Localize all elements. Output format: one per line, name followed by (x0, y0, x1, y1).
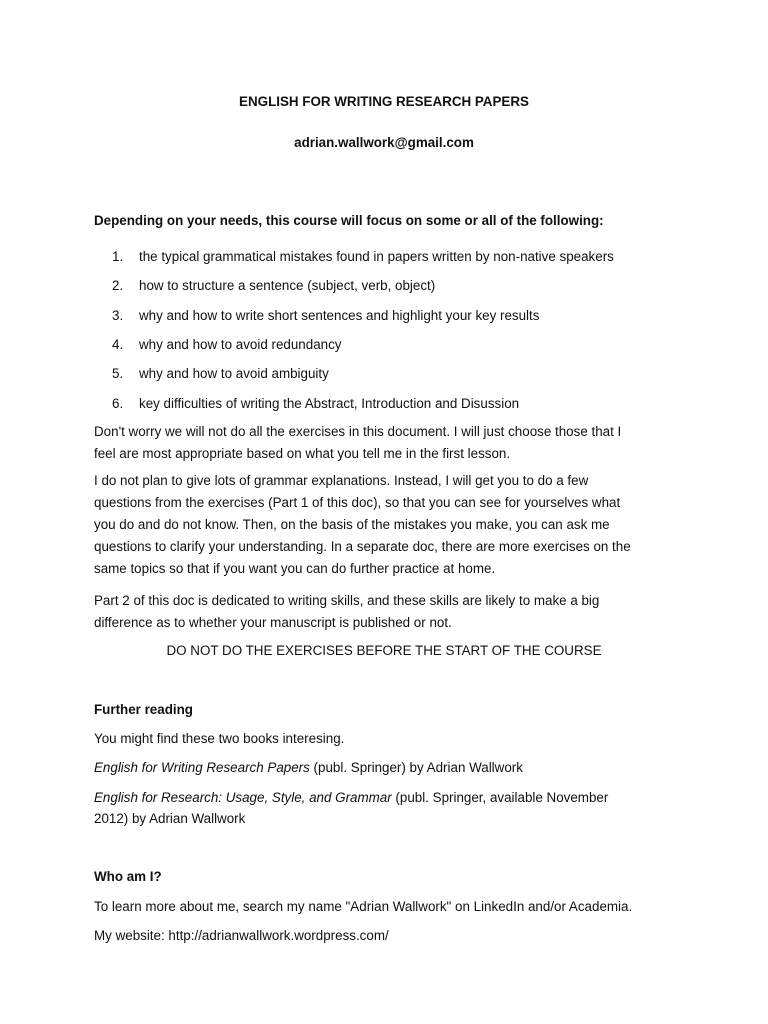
course-warning: DO NOT DO THE EXERCISES BEFORE THE START OF THE COURSE (166, 643, 602, 658)
paragraph-line: questions to clarify your understanding. In a separate doc, there are more exercises on the (94, 539, 631, 554)
paragraph-line: questions from the exercises (Part 1 of this doc), so that you can see for yourselves what (94, 495, 621, 510)
further-reading-heading: Further reading (94, 702, 193, 717)
list-item-number: 3. (112, 308, 124, 323)
list-item-number: 6. (112, 396, 124, 411)
document-title: ENGLISH FOR WRITING RESEARCH PAPERS (239, 94, 529, 109)
website-text: My website: http://adrianwallwork.wordpress.com/ (94, 928, 389, 943)
paragraph-line: same topics so that if you want you can do further practice at home. (94, 561, 496, 576)
list-item-text: why and how to avoid redundancy (139, 337, 342, 352)
paragraph-line: feel are most appropriate based on what you tell me in the first lesson. (94, 446, 511, 461)
paragraph-line: I do not plan to give lots of grammar explanations. Instead, I will get you to do a few (94, 473, 589, 488)
list-item-number: 5. (112, 366, 124, 381)
list-item-text: why and how to write short sentences and highlight your key results (139, 308, 540, 323)
paragraph-line: difference as to whether your manuscript is published or not. (94, 615, 452, 630)
book-details: (publ. Springer, available November (391, 790, 609, 805)
focus-heading: Depending on your needs, this course will focus on some or all of the following: (94, 213, 604, 228)
list-item-number: 2. (112, 278, 124, 293)
paragraph-grammar-plan (94, 470, 674, 580)
list-item-text: key difficulties of writing the Abstract, Introduction and Disussion (139, 396, 520, 411)
list-item-text: how to structure a sentence (subject, verb, object) (139, 278, 436, 293)
list-item-text: why and how to avoid ambiguity (139, 366, 329, 381)
list-item-number: 1. (112, 249, 124, 264)
book-details: (publ. Springer) by Adrian Wallwork (309, 760, 523, 775)
paragraph-writing-skills (94, 590, 674, 634)
paragraph-line: Don't worry we will not do all the exercises in this document. I will just choose those that I (94, 424, 622, 439)
who-am-i-heading: Who am I? (94, 869, 162, 884)
book-reference (94, 790, 608, 806)
paragraph-line: you do and do not know. Then, on the basis of the mistakes you make, you can ask me (94, 517, 610, 532)
author-email: adrian.wallwork@gmail.com (294, 135, 474, 150)
further-reading-intro: You might find these two books interesing. (94, 731, 345, 746)
book-title: English for Writing Research Papers (94, 760, 310, 775)
paragraph-exercises-note (94, 421, 674, 465)
list-item-text: the typical grammatical mistakes found in papers written by non-native speakers (139, 249, 614, 264)
paragraph-line: Part 2 of this doc is dedicated to writing skills, and these skills are likely to make a big (94, 593, 600, 608)
book-reference (94, 760, 523, 776)
list-item-number: 4. (112, 337, 124, 352)
book-title: English for Research: Usage, Style, and Grammar (94, 790, 392, 805)
who-am-i-text: To learn more about me, search my name "Adrian Wallwork" on LinkedIn and/or Academia. (94, 899, 633, 914)
book-details-continued: 2012) by Adrian Wallwork (94, 811, 246, 826)
